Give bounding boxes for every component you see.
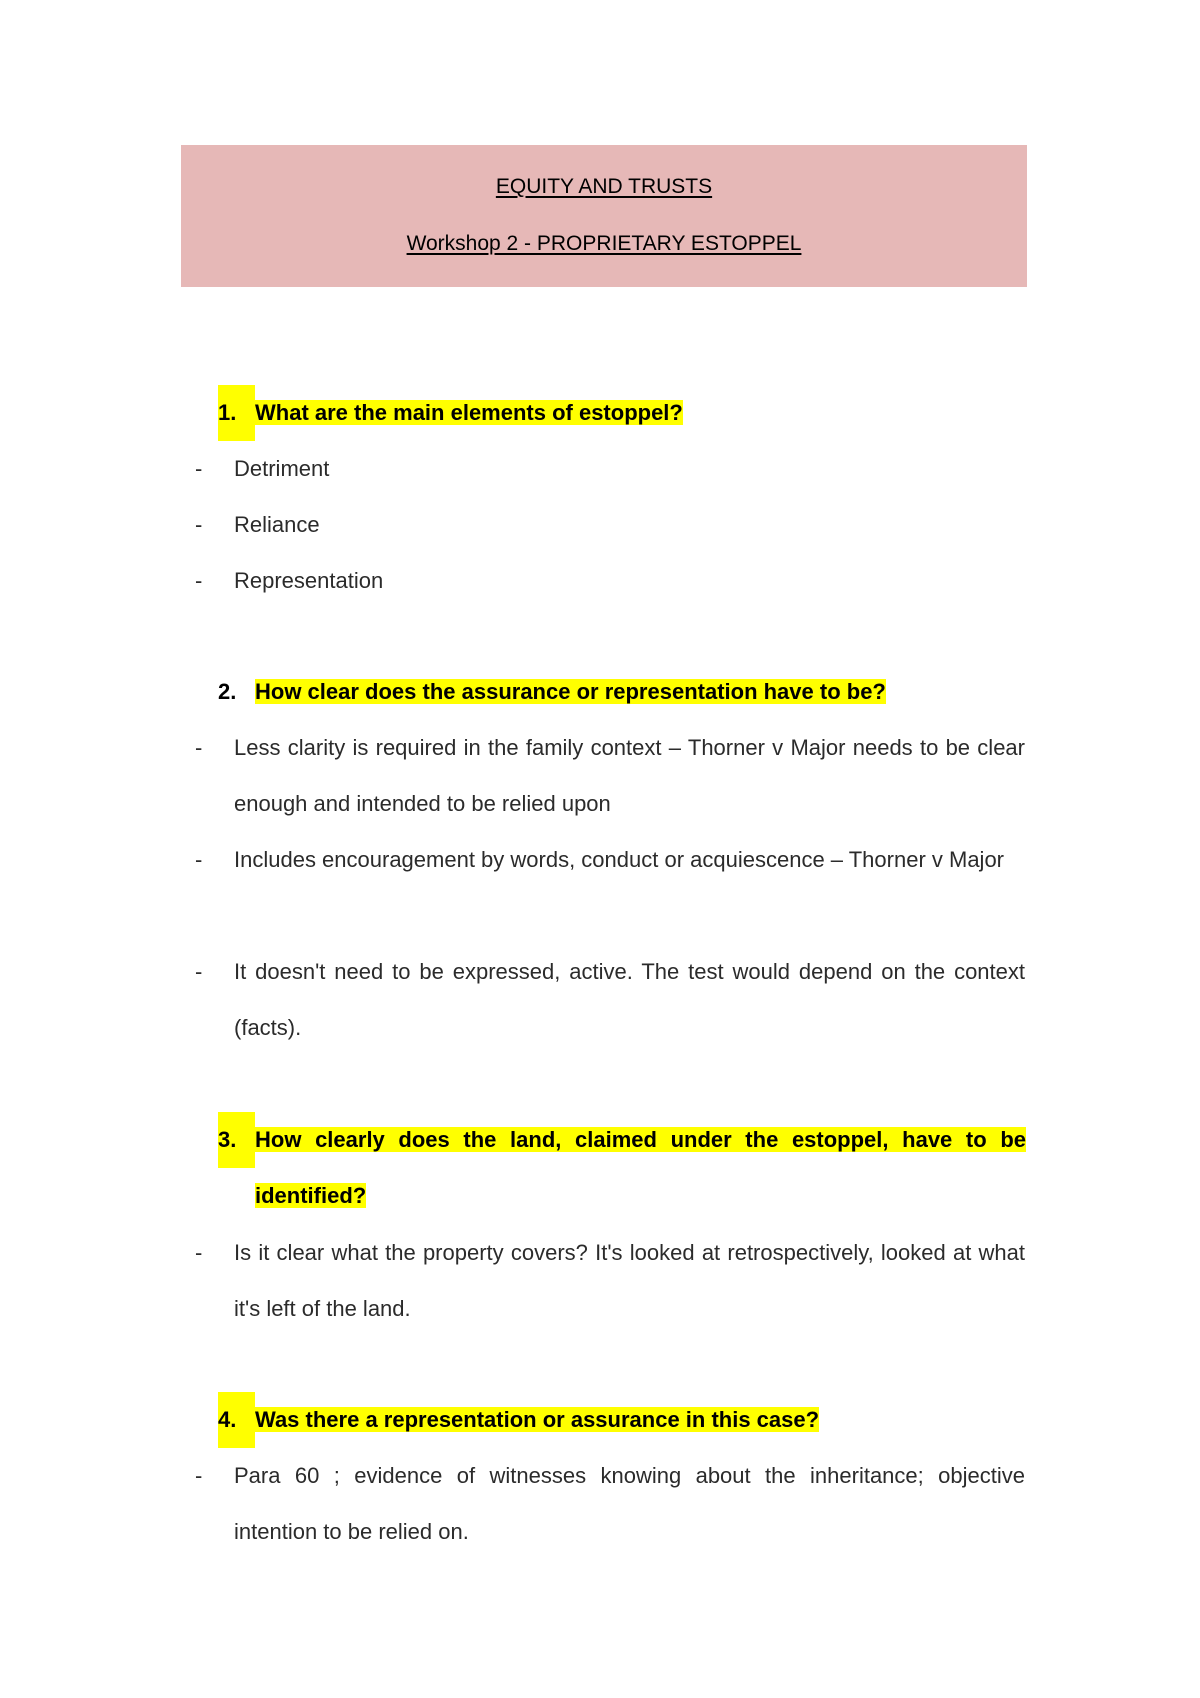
answer-text: Less clarity is required in the family context – Thorner v Major needs to be clear enough and intended to be relied upon: [234, 735, 1025, 816]
answer-text: Is it clear what the property covers? It's looked at retrospectively, looked at what it's left of the land.: [234, 1240, 1025, 1321]
question-3: [218, 1112, 1026, 1224]
answer-item: [195, 832, 1025, 888]
bullet-dash: -: [195, 959, 203, 984]
bullet-dash: -: [195, 1240, 203, 1265]
document-subtitle: Workshop 2 - PROPRIETARY ESTOPPEL: [406, 232, 802, 255]
question-text: How clearly does the land, claimed under the estoppel, have to be identified?: [255, 1127, 1026, 1208]
answer-item: [195, 497, 1025, 553]
answer-text: Representation: [234, 568, 384, 593]
question-text: Was there a representation or assurance in this case?: [255, 1407, 820, 1432]
title-banner: [181, 145, 1027, 287]
bullet-dash: -: [195, 568, 203, 593]
question-number: 3.: [218, 1112, 255, 1168]
answer-text: Para 60 ; evidence of witnesses knowing about the inheritance; objective intention to be relied on.: [234, 1463, 1025, 1544]
answer-text: Includes encouragement by words, conduct or acquiescence – Thorner v Major: [234, 847, 1005, 872]
answer-text: It doesn't need to be expressed, active. The test would depend on the context (facts).: [234, 959, 1025, 1040]
question-1: [218, 385, 683, 441]
answer-text: Detriment: [234, 456, 330, 481]
answer-text: Reliance: [234, 512, 320, 537]
question-text: What are the main elements of estoppel?: [255, 400, 683, 425]
bullet-dash: -: [195, 456, 203, 481]
question-4: [218, 1392, 819, 1448]
question-text: How clear does the assurance or representation have to be?: [255, 679, 886, 704]
bullet-dash: -: [195, 847, 203, 872]
answer-item: [195, 720, 1025, 832]
answer-item: [195, 1225, 1025, 1337]
answer-item: [195, 553, 1025, 609]
document-title: EQUITY AND TRUSTS: [495, 175, 713, 198]
bullet-dash: -: [195, 512, 203, 537]
answer-item: [195, 441, 1025, 497]
question-number: 2.: [218, 679, 237, 704]
question-number: 1.: [218, 385, 255, 441]
bullet-dash: -: [195, 735, 203, 760]
answer-item: [195, 944, 1025, 1056]
question-number: 4.: [218, 1392, 255, 1448]
question-2: [218, 664, 886, 720]
bullet-dash: -: [195, 1463, 203, 1488]
answer-item: [195, 1448, 1025, 1560]
